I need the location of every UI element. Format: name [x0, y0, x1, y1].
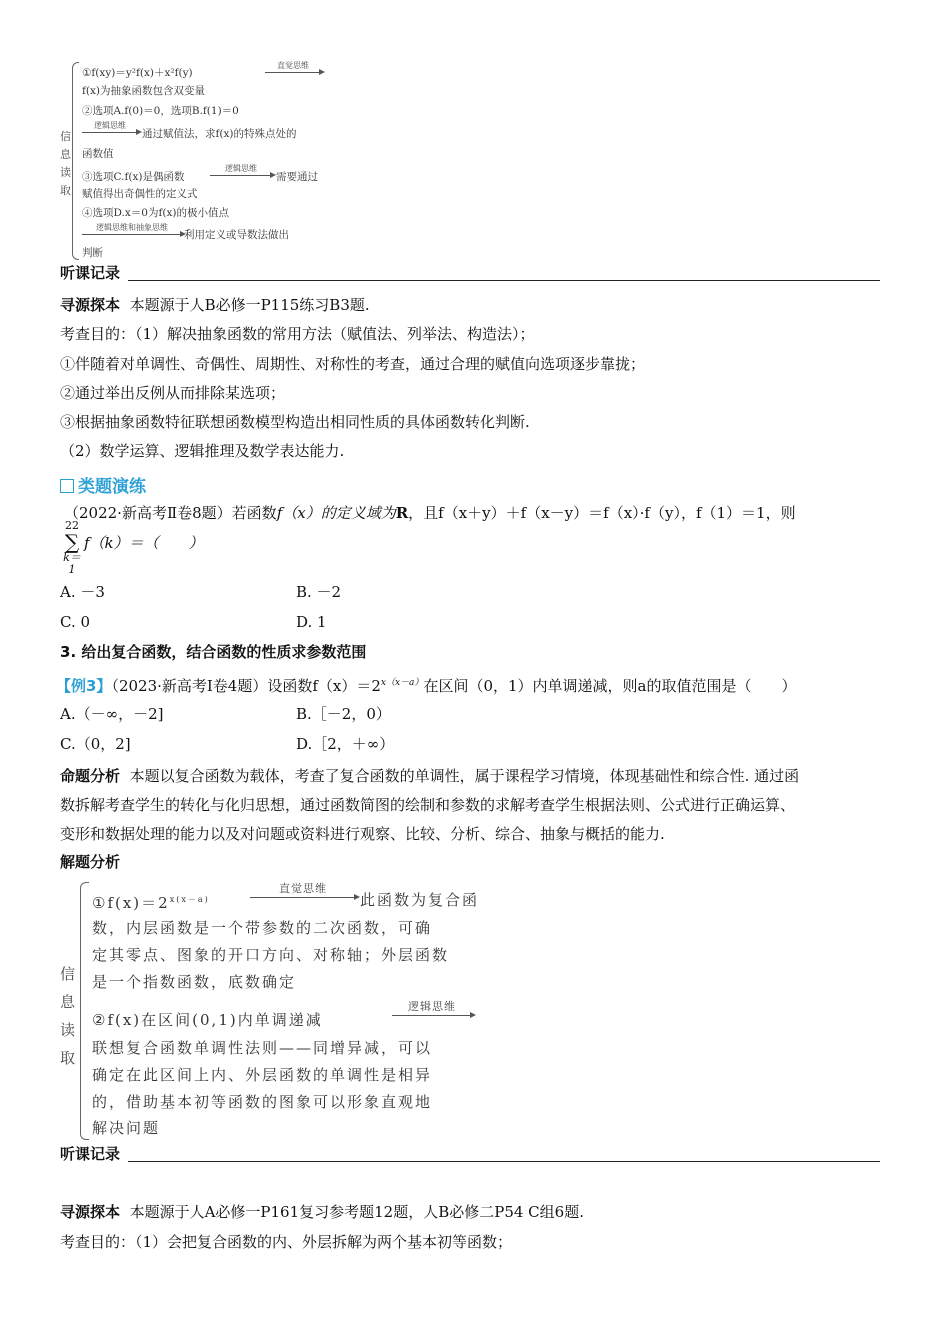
- arrow-intuition: [250, 880, 356, 898]
- info-row: 解决问题: [92, 1119, 161, 1137]
- info-row: 的，借助基本初等函数的图象可以形象直观地: [92, 1093, 433, 1111]
- sum-top: 22: [65, 519, 79, 532]
- arrow-logic: [82, 120, 138, 133]
- info-row: 数，内层函数是一个带参数的二次函数，可确: [92, 919, 433, 937]
- question-part: ，且f（x＋y）＋f（x－y）＝f（x）·f（y），f（1）＝1，则: [408, 504, 796, 522]
- example-exponent: x（x－a）: [380, 678, 424, 688]
- info-row: ④选项D.x＝0为f(x)的极小值点: [82, 207, 229, 219]
- analysis-label: 命题分析: [60, 767, 121, 785]
- question-text: [64, 502, 796, 524]
- ex-option-c: C.（0，2]: [60, 735, 131, 753]
- info-row: ③选项C.f(x)是偶函数: [82, 171, 185, 183]
- exponent: x(x－a): [169, 895, 210, 904]
- point-3: ③根据抽象函数特征联想函数模型构造出相同性质的具体函数转化判断.: [60, 413, 530, 431]
- info-row: 确定在此区间上内、外层函数的单调性是相异: [92, 1066, 433, 1084]
- question-R: R: [395, 504, 409, 522]
- listen-record-label: 听课记录: [60, 264, 121, 282]
- info-row: 是一个指数函数，底数确定: [92, 973, 297, 991]
- info-box-2: [60, 880, 480, 1142]
- option-a: A. －3: [60, 583, 105, 601]
- analysis-line-2: 数拆解考查学生的转化与化归思想，通过函数简图的绘制和参数的求解考查学生根据法则、公式进行正确运算、: [60, 796, 796, 814]
- ex-option-b: B.［－2，0）: [296, 705, 391, 723]
- info-row: 通过赋值法，求f(x)的特殊点处的: [142, 128, 297, 140]
- info-row: 联想复合函数单调性法则——同增异减，可以: [92, 1039, 433, 1057]
- section-title-text: 类题演练: [78, 477, 146, 497]
- info-row: [92, 890, 210, 913]
- point-4: （2）数学运算、逻辑推理及数学表达能力.: [60, 442, 345, 460]
- example-3: [56, 672, 796, 697]
- divider: [128, 1161, 880, 1162]
- arrow-logic: [392, 998, 472, 1016]
- brace: [80, 882, 89, 1140]
- divider: [128, 280, 880, 281]
- purpose-text: 考查目的：（1）会把复合函数的内、外层拆解为两个基本初等函数；: [60, 1233, 513, 1251]
- option-b: B. －2: [296, 583, 342, 601]
- solve-label: 解题分析: [60, 853, 121, 871]
- sum-symbol: [60, 520, 84, 576]
- analysis-text: 本题以复合函数为载体，考查了复合函数的单调性，属于课程学习情境，体现基础性和综合性. 通过函: [129, 767, 800, 785]
- info-box-1: [60, 60, 330, 260]
- arrow-label: 逻辑思维和抽象思维: [96, 223, 168, 232]
- analysis-line-3: 变形和数据处理的能力以及对问题或资料进行观察、比较、分析、综合、抽象与概括的能力.: [60, 825, 665, 843]
- heading-number: 3: [60, 643, 71, 661]
- info-row: f(x)为抽象函数包含双变量: [82, 85, 206, 97]
- arrow-label: 逻辑思维: [408, 1000, 456, 1013]
- info-row: ②f(x)在区间(0,1)内单调递减: [92, 1011, 323, 1029]
- arrow-logic-abstract: [82, 222, 182, 235]
- source-paragraph: [60, 1201, 584, 1223]
- info-box-label: 信息读取: [60, 130, 71, 197]
- arrow-label: 逻辑思维: [225, 164, 257, 173]
- source-paragraph: [60, 294, 370, 316]
- heading-3: [60, 641, 366, 663]
- info-row: 利用定义或导数法做出: [184, 229, 289, 241]
- example-text: 在区间（0，1）内单调递减，则a的取值范围是（ ）: [423, 677, 797, 695]
- arrow-logic: [210, 163, 272, 176]
- source-label: 寻源探本: [60, 1203, 121, 1221]
- info-row: ②选项A.f(0)＝0，选项B.f(1)＝0: [82, 105, 239, 117]
- ex-option-d: D.［2，＋∞）: [296, 735, 395, 753]
- point-2: ②通过举出反例从而排除某选项；: [60, 384, 286, 402]
- info-row: ①f(xy)＝y²f(x)＋x²f(y): [82, 67, 193, 79]
- purpose-text: 考查目的：（1）解决抽象函数的常用方法（赋值法、列举法、构造法）；: [60, 325, 535, 343]
- ex-option-a: A.（－∞，－2]: [60, 705, 164, 723]
- example-text: （2023·新高考Ⅰ卷4题）设函数f（x）＝2: [111, 677, 381, 695]
- heading-text: . 给出复合函数，结合函数的性质求参数范围: [70, 643, 367, 661]
- point-1: ①伴随着对单调性、奇偶性、周期性、对称性的考查，通过合理的赋值向选项逐步靠拢；: [60, 355, 646, 373]
- info-row: 定其零点、图象的开口方向、对称轴；外层函数: [92, 946, 450, 964]
- section-title: [60, 476, 146, 498]
- sum-expression: f（k）＝（ ）: [84, 534, 204, 552]
- source-text: 本题源于人B必修一P115练习B3题.: [129, 296, 370, 314]
- option-d: D. 1: [296, 613, 327, 631]
- sigma-icon: ∑: [64, 530, 80, 554]
- checkbox-icon: [60, 479, 74, 493]
- info-row: 此函数为复合函: [360, 891, 480, 909]
- arrow-label: 直觉思维: [277, 61, 309, 70]
- arrow-label: 直觉思维: [279, 882, 327, 895]
- info-row: 赋值得出奇偶性的定义式: [82, 188, 198, 200]
- sum-bottom: k＝1: [63, 551, 81, 576]
- analysis-line-1: [60, 765, 799, 787]
- info-text: ①f(x)＝2: [92, 894, 170, 912]
- option-c: C. 0: [60, 613, 91, 631]
- example-label: 【例3】: [56, 677, 112, 695]
- listen-record-label: 听课记录: [60, 1145, 121, 1163]
- question-prefix: （2022·新高考Ⅱ卷8题）若函数: [64, 504, 277, 522]
- source-label: 寻源探本: [60, 296, 121, 314]
- question-part: f（x）的定义域为: [276, 504, 396, 522]
- brace: [72, 62, 79, 260]
- info-row: 函数值: [82, 148, 114, 160]
- info-box-label: 信息读取: [60, 965, 76, 1067]
- arrow-label: 逻辑思维: [94, 121, 126, 130]
- info-row: 判断: [82, 247, 103, 259]
- arrow-intuition: [265, 60, 321, 73]
- source-text: 本题源于人A必修一P161复习参考题12题，人B必修二P54 C组6题.: [129, 1203, 584, 1221]
- info-row: 需要通过: [276, 171, 318, 183]
